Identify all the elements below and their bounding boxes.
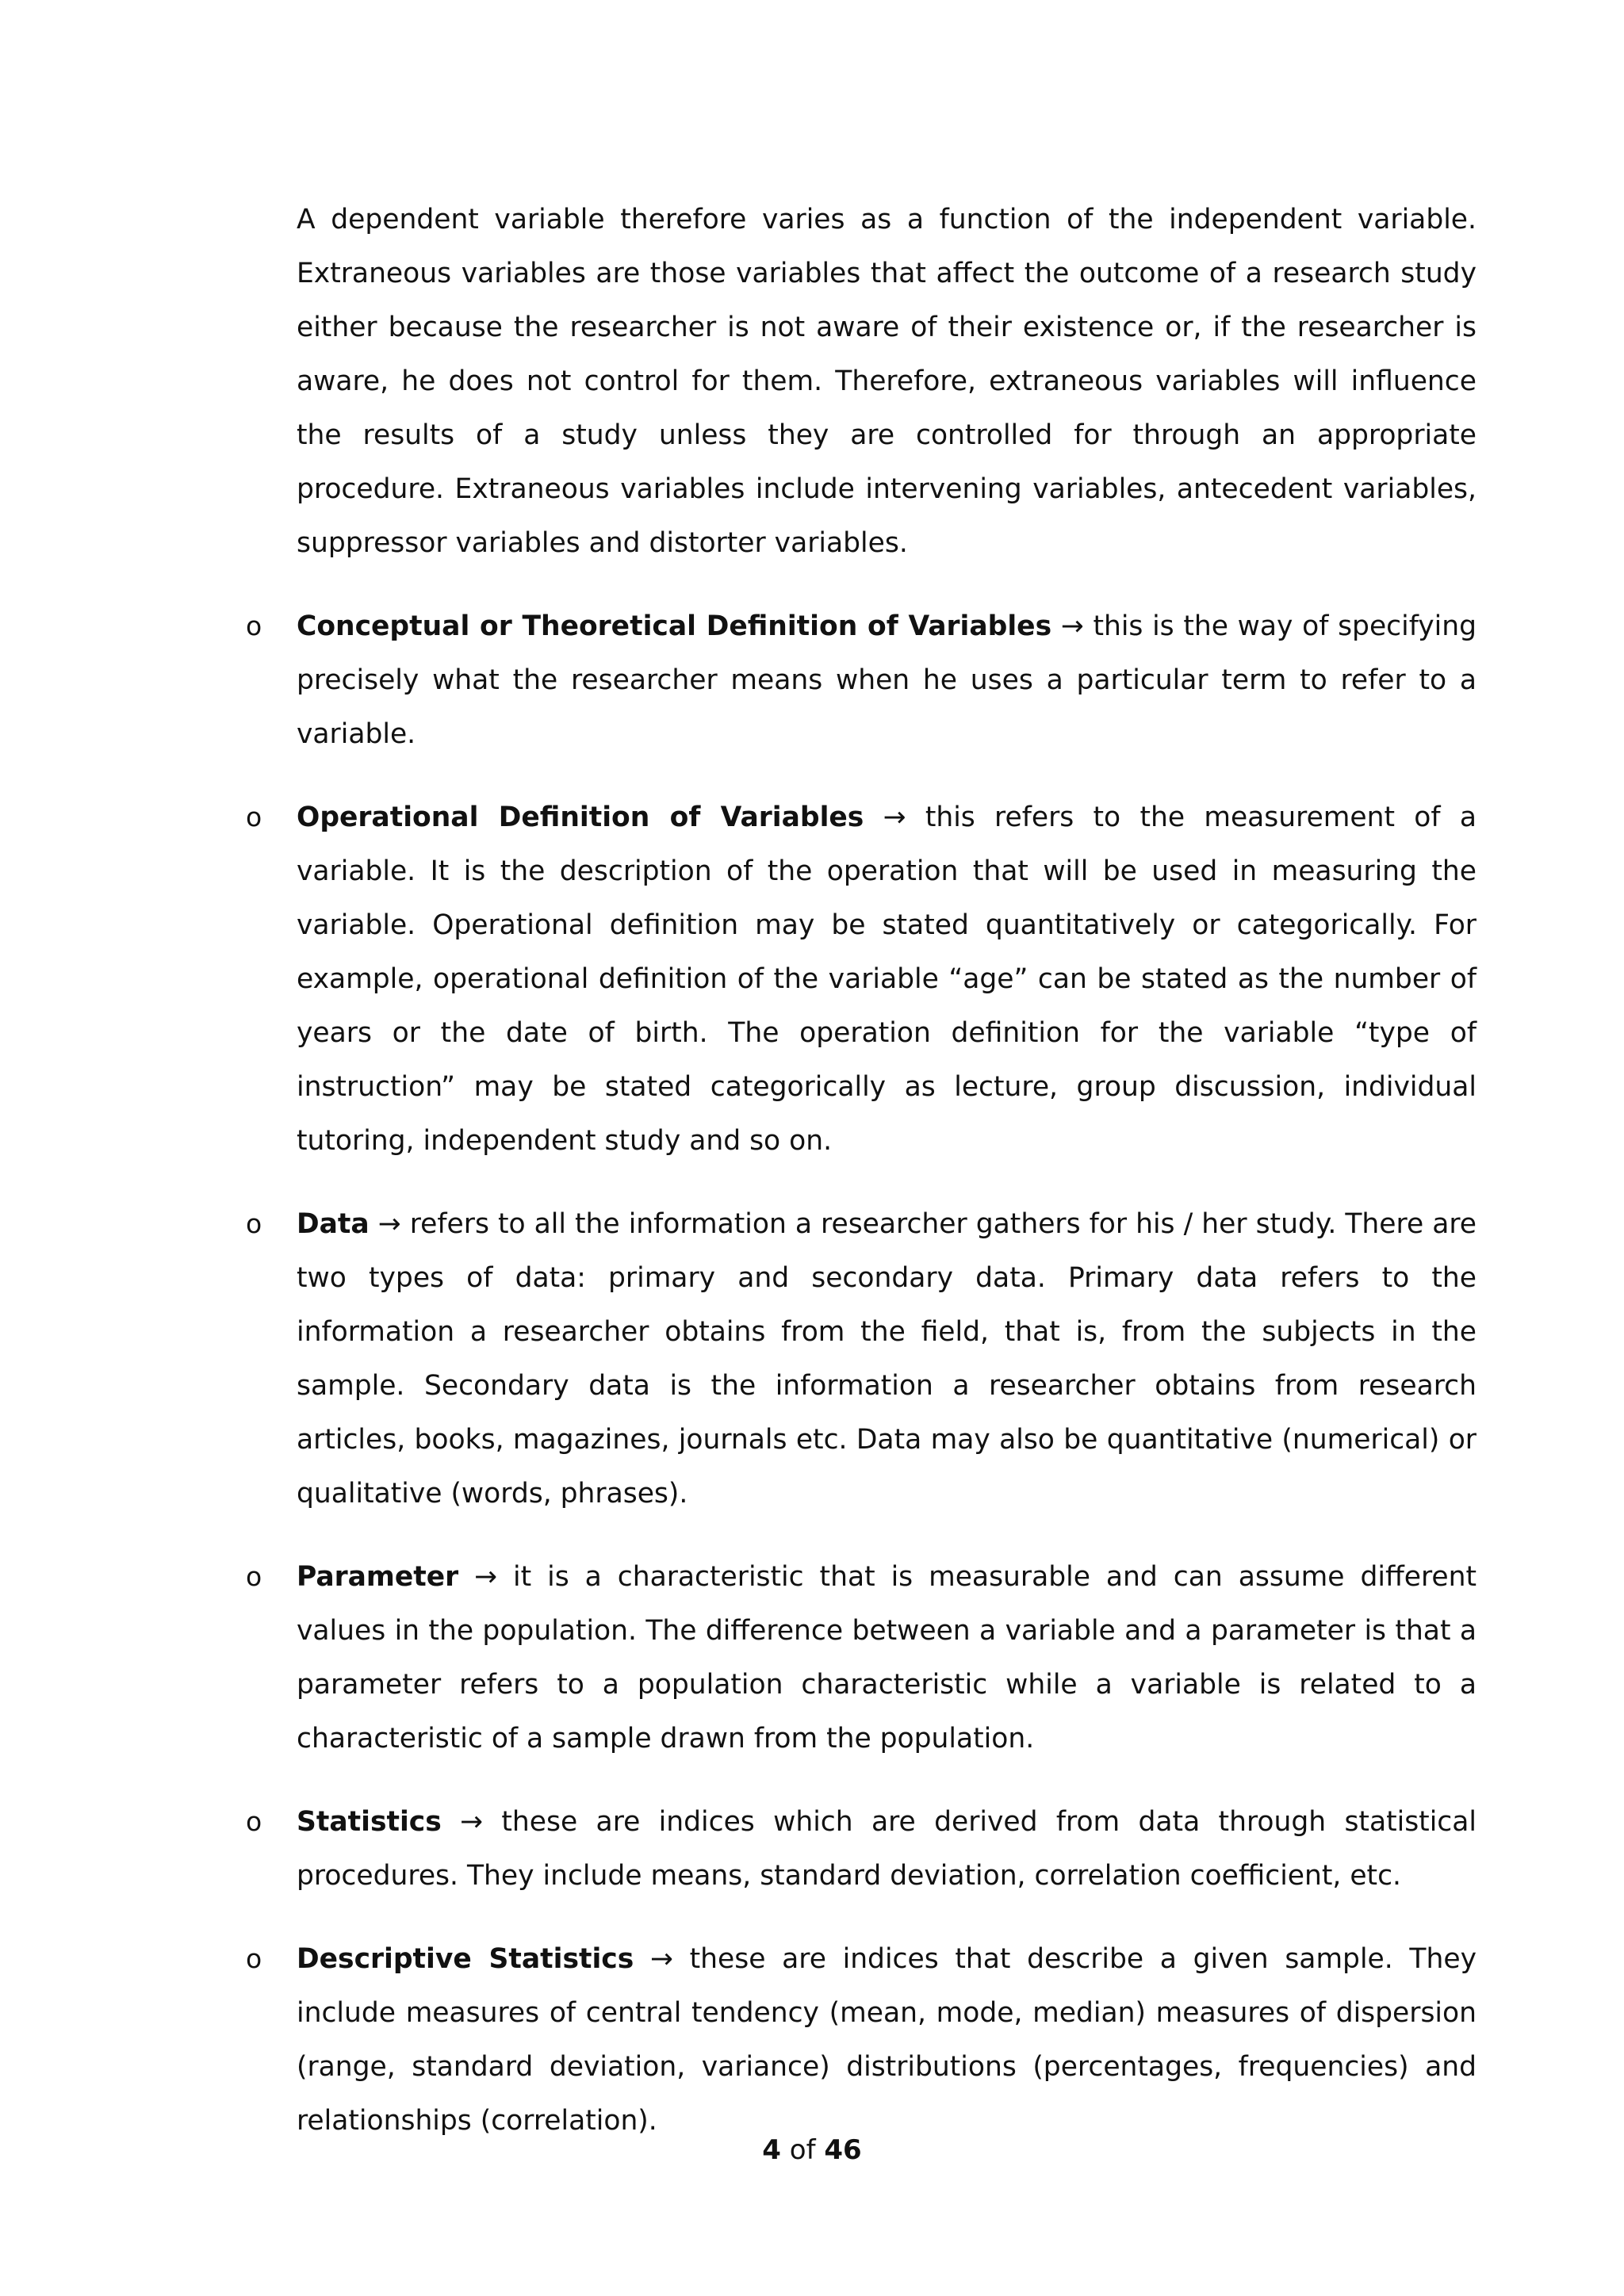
page-of-label: of: [789, 2134, 816, 2166]
list-item-text: [297, 1550, 1477, 1766]
term-heading: Conceptual or Theoretical Definition of Variables: [297, 610, 1052, 642]
arrow-glyph: →: [883, 802, 906, 833]
arrow-glyph: →: [460, 1806, 484, 1838]
list-item: [246, 1550, 1477, 1766]
list-item: [246, 1197, 1477, 1521]
term-heading: Statistics: [297, 1806, 442, 1838]
term-definition: these are indices that describe a given sample. They include measures of central tendency (mean, mode, median) measures of dispersion (range, standard deviation, variance) distributions (percentages, frequencies) and relationships (correlation).: [297, 1943, 1477, 2137]
term-definition: this refers to the measurement of a variable. It is the description of the operation that will be used in measuring the variable. Operational definition may be stated quantitatively or categorically. For example, operational definition of the variable “age” can be stated as the number of years or the date of birth. The operation definition for the variable “type of instruction” may be stated categorically as lecture, group discussion, individual tutoring, independent study and so on.: [297, 802, 1477, 1157]
list-item: [246, 1932, 1477, 2148]
list-item-text: [297, 599, 1477, 761]
term-definition: this is the way of specifying precisely what the researcher means when he uses a particular term to refer to a variable.: [297, 610, 1477, 750]
arrow-glyph: →: [377, 1208, 401, 1240]
list-item-text: [297, 1197, 1477, 1521]
list-item-text: [297, 790, 1477, 1168]
list-item-text: [297, 1932, 1477, 2148]
term-definition: refers to all the information a researcher gathers for his / her study. There are two types of data: primary and secondary data. Primary data refers to the information a researcher obtains from the field, that is, from the subjects in the sample. Secondary data is the information a researcher obtains from research articles, books, magazines, journals etc. Data may also be quantitative (numerical) or qualitative (words, phrases).: [297, 1208, 1477, 1510]
term-definition: these are indices which are derived from data through statistical procedures. They include means, standard deviation, correlation coefficient, etc.: [297, 1806, 1477, 1892]
term-heading: Data: [297, 1208, 370, 1240]
page-body: [246, 193, 1477, 2177]
bullet-marker: o: [246, 1208, 262, 1239]
bullet-marker: o: [246, 802, 262, 832]
intro-paragraph: A dependent variable therefore varies as a function of the independent variable. Extraneous variables are those variables that affect the outcome of a research study either because the researcher is not aware of their existence or, if the researcher is aware, he does not control for them. Therefore, extraneous variables will influence the results of a study unless they are controlled for through an appropriate procedure. Extraneous variables include intervening variables, antecedent variables, suppressor variables and distorter variables.: [297, 204, 1477, 559]
current-page-number: 4: [762, 2134, 781, 2166]
list-item: [246, 599, 1477, 761]
arrow-glyph: →: [474, 1561, 498, 1593]
page-number-footer: [0, 2131, 1624, 2169]
list-item-text: [297, 1795, 1477, 1903]
definition-list: [246, 599, 1477, 2148]
term-heading: Descriptive Statistics: [297, 1943, 634, 1975]
bullet-marker: o: [246, 1806, 262, 1837]
term-heading: Parameter: [297, 1561, 459, 1593]
bullet-marker: o: [246, 610, 262, 641]
list-item: [246, 790, 1477, 1168]
bullet-marker: o: [246, 1561, 262, 1592]
term-heading: Operational Definition of Variables: [297, 802, 864, 833]
list-item: [246, 1795, 1477, 1903]
term-definition: it is a characteristic that is measurable and can assume different values in the population. The difference between a variable and a parameter is that a parameter refers to a population characteristic while a variable is related to a characteristic of a sample drawn from the population.: [297, 1561, 1477, 1755]
arrow-glyph: →: [1060, 610, 1084, 642]
total-page-count: 46: [824, 2134, 862, 2166]
bullet-marker: o: [246, 1943, 262, 1974]
arrow-glyph: →: [649, 1943, 673, 1975]
